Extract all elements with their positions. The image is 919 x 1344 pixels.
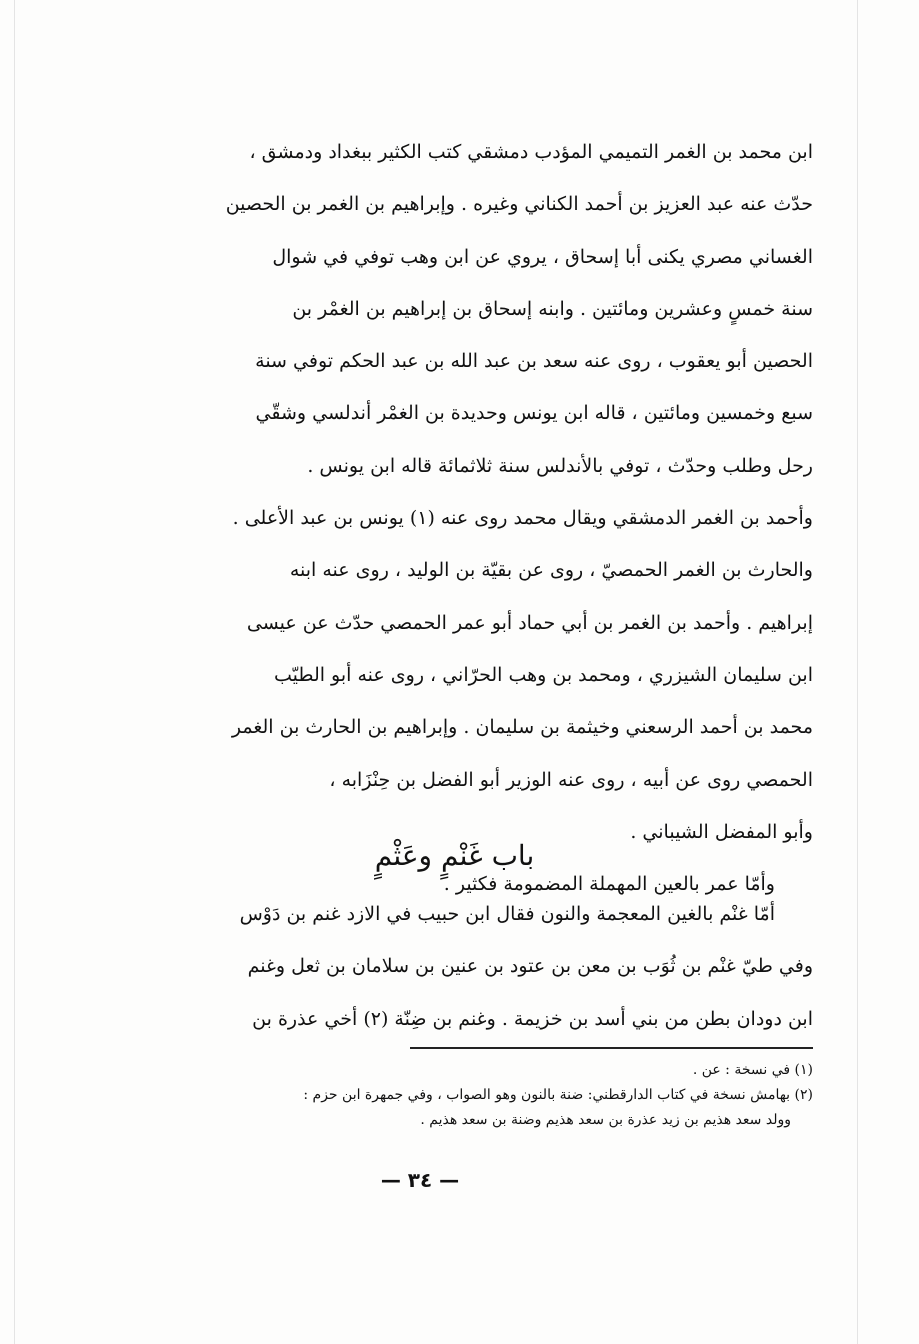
scan-margin-mark <box>14 0 15 1344</box>
text-line: سبع وخمسين ومائتين ، قاله ابن يونس وحديدة بن الغمْر أندلسي وشقّي <box>255 402 813 425</box>
text-line: حدّث عنه عبد العزيز بن أحمد الكناني وغيره . وإبراهيم بن الغمر بن الحصين <box>225 193 813 216</box>
footnote: (١) في نسخة : عن . <box>692 1062 813 1078</box>
page-number: — ٣٤ — <box>380 1168 460 1192</box>
text-line: محمد بن أحمد الرسعني وخيثمة بن سليمان . وإبراهيم بن الحارث بن الغمر <box>231 716 813 739</box>
text-line: وأحمد بن الغمر الدمشقي ويقال محمد روى عنه (١) يونس بن عبد الأعلى . <box>232 507 813 530</box>
text-line: الحمصي روى عن أبيه ، روى عنه الوزير أبو الفضل بن حِنْزَابه ، <box>329 768 813 791</box>
scan-margin-mark <box>857 0 858 1344</box>
footnote-divider <box>410 1047 813 1049</box>
text-line: وأبو المفضل الشيباني . <box>630 820 813 843</box>
text-line: إبراهيم . وأحمد بن الغمر بن أبي حماد أبو عمر الحمصي حدّث عن عيسى <box>246 611 813 634</box>
main-text <box>96 126 813 910</box>
footnotes <box>96 1058 813 1133</box>
footnote: (٢) بهامش نسخة في كتاب الدارقطني: ضنة بالنون وهو الصواب ، وفي جمهرة ابن حزم : <box>303 1087 813 1103</box>
text-line: وفي طيّ غنْم بن ثُوَب بن معن بن عتود بن عنين بن سلامان بن ثعل وغنم <box>247 955 813 978</box>
text-line: ابن دودان بطن من بني أسد بن خزيمة . وغنم بن ضِنّة (٢) أخي عذرة بن <box>252 1007 813 1030</box>
text-line: والحارث بن الغمر الحمصيّ ، روى عن بقيّة بن الوليد ، روى عنه ابنه <box>289 559 813 582</box>
main-text-continued <box>96 888 813 1045</box>
text-line: أمّا غنْم بالغين المعجمة والنون فقال ابن حبيب في الازد غنم بن دَوْس <box>239 903 775 925</box>
text-line: ابن سليمان الشيزري ، ومحمد بن وهب الحرّاني ، روى عنه أبو الطيّب <box>273 663 813 686</box>
text-line: سنة خمسٍ وعشرين ومائتين . وابنه إسحاق بن إبراهيم بن الغمْر بن <box>292 297 813 320</box>
text-line: الغساني مصري يكنى أبا إسحاق ، يروي عن ابن وهب توفي في شوال <box>272 245 813 268</box>
text-line: ابن محمد بن الغمر التميمي المؤدب دمشقي كتب الكثير ببغداد ودمشق ، <box>249 141 813 163</box>
footnote-continuation: وولد سعد هذيم بن زيد عذرة بن سعد هذيم وضنة بن سعد هذيم . <box>420 1112 791 1128</box>
chapter-heading: باب غَنْمٍ وعَثْمٍ <box>374 839 535 872</box>
text-line: وأمّا عمر بالعين المهملة المضمومة فكثير . <box>443 873 775 896</box>
text-line: رحل وطلب وحدّث ، توفي بالأندلس سنة ثلاثمائة قاله ابن يونس . <box>307 454 813 477</box>
text-line: الحصين أبو يعقوب ، روى عنه سعد بن عبد الله بن عبد الحكم توفي سنة <box>255 350 813 373</box>
